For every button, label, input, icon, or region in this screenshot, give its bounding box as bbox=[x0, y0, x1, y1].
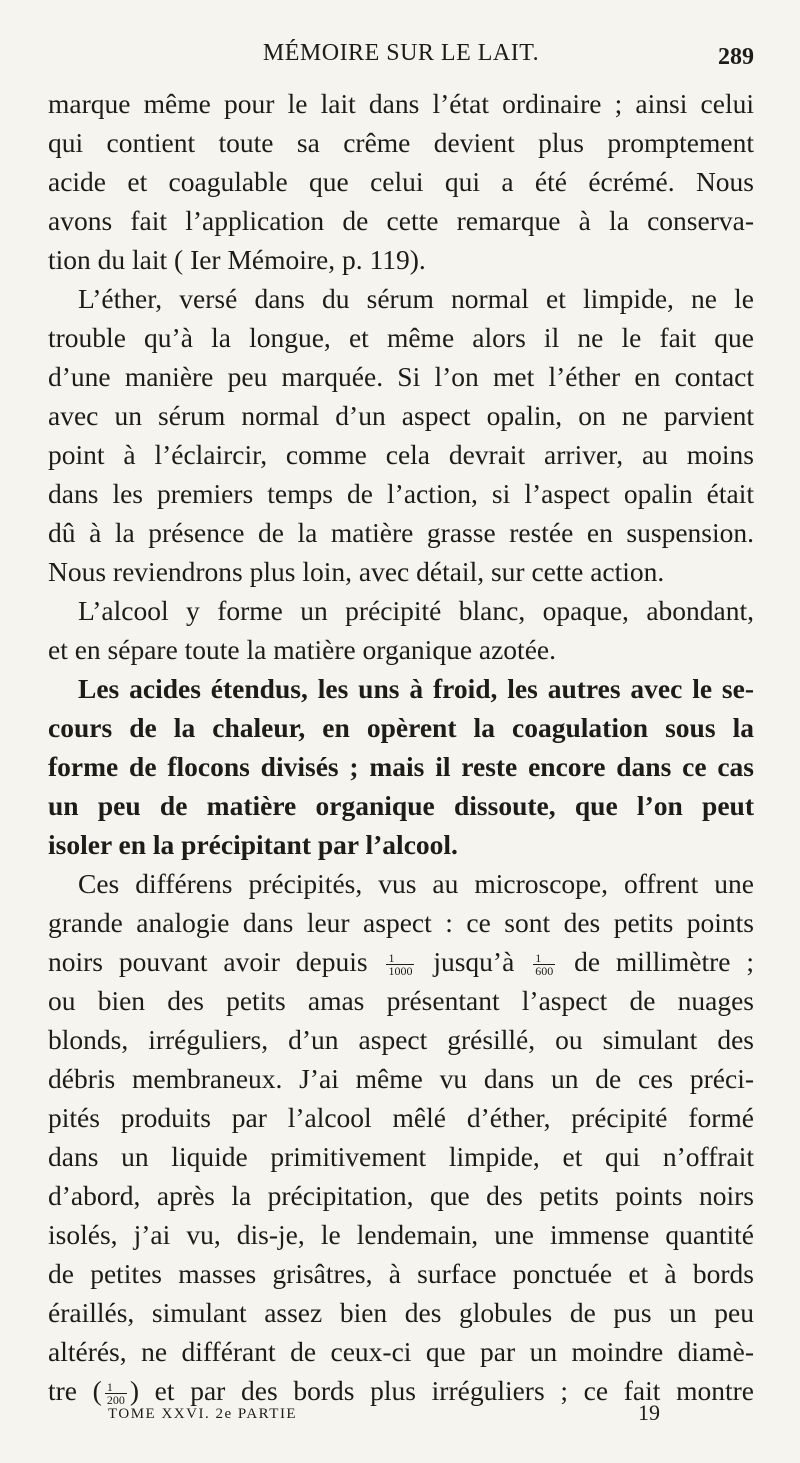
text-line: L’alcool y forme un précipité blanc, opaque, abondant, bbox=[78, 595, 754, 626]
text-line: éraillés, simulant assez bien des globules de pus un peu bbox=[48, 1297, 754, 1328]
text-line: avons fait l’application de cette remarque à la conserva- bbox=[48, 205, 754, 236]
fraction-numerator: 1 bbox=[533, 952, 555, 965]
text-line: point à l’éclaircir, comme cela devrait arriver, au moins bbox=[48, 439, 754, 470]
text-line: altérés, ne différant de ceux-ci que par un moindre diamè- bbox=[48, 1336, 754, 1367]
text-segment: tre ( bbox=[48, 1375, 102, 1406]
body-text bbox=[48, 84, 754, 1410]
text-line: isoler en la précipitant par l’alcool. bbox=[48, 829, 458, 860]
text-line: pités produits par l’alcool mêlé d’éther, précipité formé bbox=[48, 1102, 754, 1133]
text-line: débris membraneux. J’ai même vu dans un de ces préci- bbox=[48, 1063, 754, 1094]
fraction bbox=[533, 952, 555, 977]
text-line: dans un liquide primitivement limpide, et qui n’offrait bbox=[48, 1141, 754, 1172]
signature-mark: TOME XXVI. 2e PARTIE bbox=[108, 1406, 298, 1422]
fraction-denominator: 1000 bbox=[388, 964, 413, 979]
text-line: marque même pour le lait dans l’état ordinaire ; ainsi celui bbox=[48, 88, 754, 119]
text-line: dû à la présence de la matière grasse restée en suspension. bbox=[48, 517, 754, 548]
text-line bbox=[48, 942, 754, 981]
text-line: d’une manière peu marquée. Si l’on met l’éther en contact bbox=[48, 361, 754, 392]
text-line: Les acides étendus, les uns à froid, les autres avec le se- bbox=[78, 673, 754, 704]
fraction-denominator: 200 bbox=[106, 1393, 125, 1408]
text-line: dans les premiers temps de l’action, si l’aspect opalin était bbox=[48, 478, 754, 509]
text-segment: noirs pouvant avoir depuis bbox=[48, 946, 384, 977]
fraction bbox=[386, 952, 414, 977]
text-line: isolés, j’ai vu, dis-je, le lendemain, une immense quantité bbox=[48, 1219, 754, 1250]
page-number: 289 bbox=[718, 44, 754, 70]
fraction-denominator: 600 bbox=[535, 964, 554, 979]
text-line: blonds, irréguliers, d’un aspect grésillé, ou simulant des bbox=[48, 1024, 754, 1055]
text-line: tion du lait ( Ier Mémoire, p. 119). bbox=[48, 244, 426, 275]
text-line: de petites masses grisâtres, à surface ponctuée et à bords bbox=[48, 1258, 754, 1289]
text-line: cours de la chaleur, en opèrent la coagulation sous la bbox=[48, 712, 754, 743]
page-footer bbox=[48, 1400, 754, 1428]
text-segment: jusqu’à bbox=[417, 946, 531, 977]
fraction-numerator: 1 bbox=[105, 1381, 127, 1394]
page-header bbox=[48, 36, 754, 76]
text-segment: de millimètre ; bbox=[558, 946, 754, 977]
sheet-number: 19 bbox=[638, 1400, 660, 1425]
text-line: acide et coagulable que celui qui a été écrémé. Nous bbox=[48, 166, 754, 197]
text-line: Nous reviendrons plus loin, avec détail, sur cette action. bbox=[48, 556, 665, 587]
text-line: Ces différens précipités, vus au microscope, offrent une bbox=[78, 868, 754, 899]
text-line: grande analogie dans leur aspect : ce sont des petits points bbox=[48, 907, 754, 938]
text-line: L’éther, versé dans du sérum normal et limpide, ne le bbox=[78, 283, 754, 314]
text-line: qui contient toute sa crême devient plus promptement bbox=[48, 127, 754, 158]
text-line: avec un sérum normal d’un aspect opalin, on ne parvient bbox=[48, 400, 754, 431]
text-line: ou bien des petits amas présentant l’aspect de nuages bbox=[48, 985, 754, 1016]
text-line: forme de flocons divisés ; mais il reste encore dans ce cas bbox=[48, 751, 754, 782]
text-line: d’abord, après la précipitation, que des petits points noirs bbox=[48, 1180, 754, 1211]
fraction-numerator: 1 bbox=[386, 952, 414, 965]
text-line: trouble qu’à la longue, et même alors il ne le fait que bbox=[48, 322, 754, 353]
running-title: MÉMOIRE SUR LE LAIT. bbox=[262, 40, 540, 66]
text-line: un peu de matière organique dissoute, que l’on peut bbox=[48, 790, 754, 821]
text-segment: ) et par des bords plus irréguliers ; ce fait montre bbox=[129, 1375, 754, 1406]
text-line: et en sépare toute la matière organique azotée. bbox=[48, 634, 556, 665]
